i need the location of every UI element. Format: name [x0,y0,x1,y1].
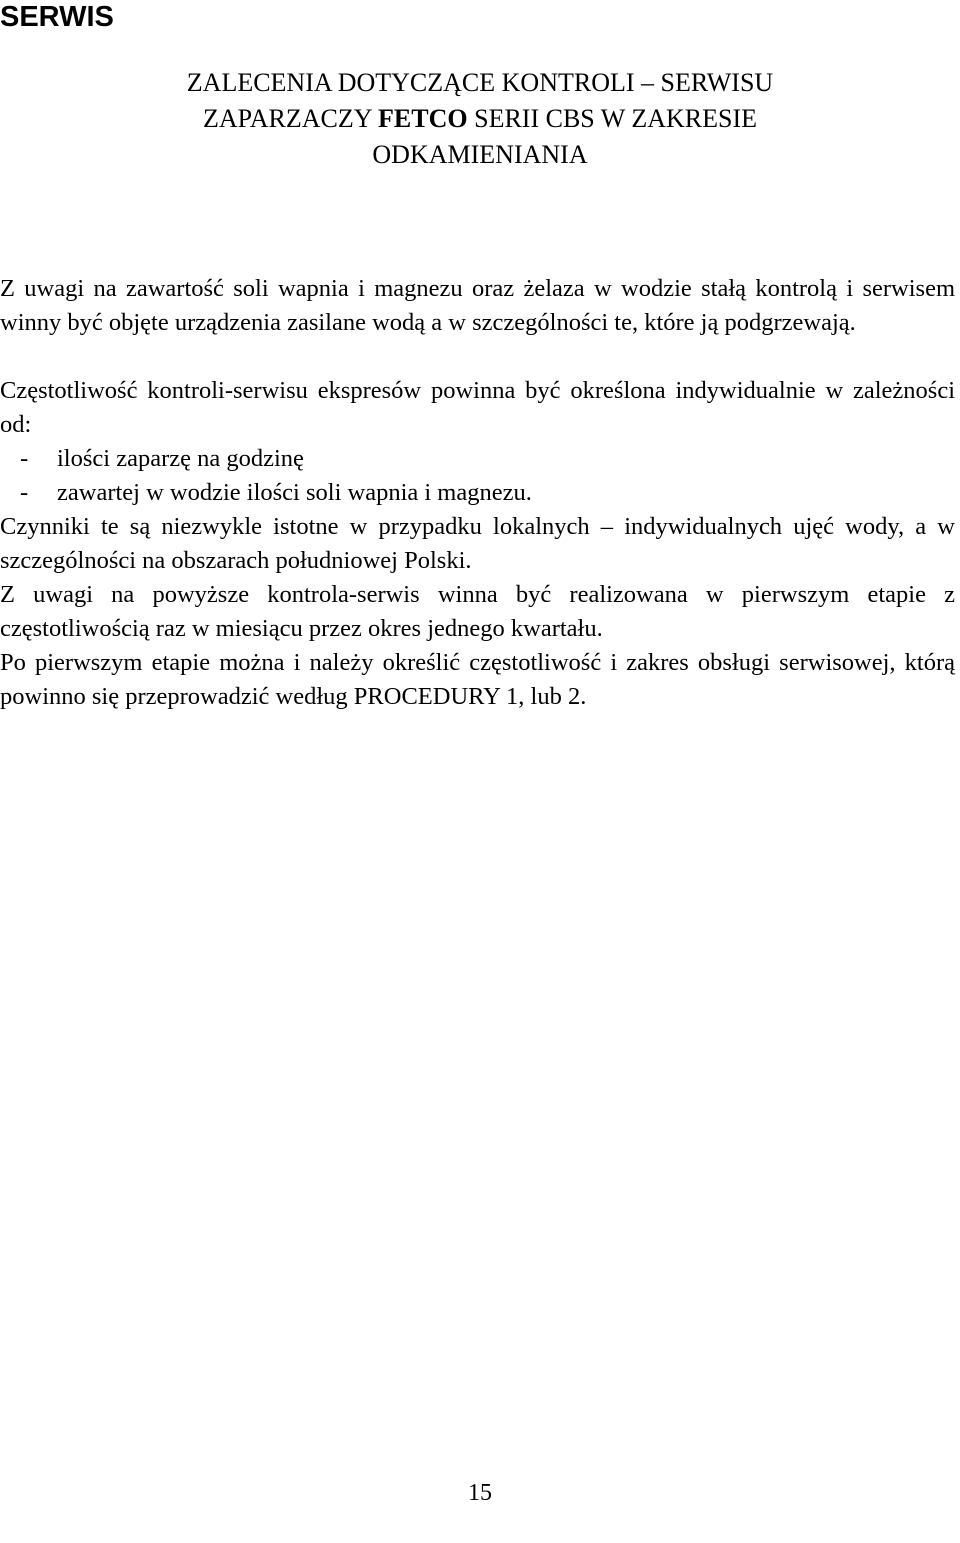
dependency-list [0,442,955,510]
title-line-2-prefix: ZAPARZACZY [202,104,379,133]
list-item [0,442,955,476]
title-line-1: ZALECENIA DOTYCZĄCE KONTROLI – SERWISU [186,68,774,97]
frequency-paragraph: Częstotliwość kontroli-serwisu ekspresów powinna być określona indywidualnie w zależności od: [0,377,955,438]
factors-paragraph: Czynniki te są niezwykle istotne w przypadku lokalnych – indywidualnych ujęć wody, a w szczególności na obszarach południowej Polski. [0,513,955,574]
stage2-paragraph: Po pierwszym etapie można i należy określić częstotliwość i zakres obsługi serwisowej, którą powinno się przeprowadzić według PROCEDURY 1, lub 2. [0,649,955,710]
brand-name: FETCO [378,104,468,133]
title-line-3: ODKAMIENIANIA [372,140,588,169]
page-number: 15 [468,1480,492,1506]
stage1-paragraph: Z uwagi na powyższe kontrola-serwis winna być realizowana w pierwszym etapie z częstotliwością raz w miesiącu przez okres jednego kwartału. [0,581,955,642]
title-line-2-suffix: SERII CBS W ZAKRESIE [467,104,758,133]
list-item [0,476,955,510]
list-dash: - [20,479,29,506]
list-item-text: zawartej w wodzie ilości soli wapnia i magnezu. [57,479,532,506]
list-dash: - [20,445,29,472]
intro-paragraph: Z uwagi na zawartość soli wapnia i magnezu oraz żelaza w wodzie stałą kontrolą i serwisem winny być objęte urządzenia zasilane wodą a w szczególności te, które ją podgrzewają. [0,275,955,336]
page-heading: SERWIS [0,1,114,33]
body-text [0,272,955,714]
document-title [0,65,960,173]
title-line-2 [0,101,960,137]
list-item-text: ilości zaparzę na godzinę [57,445,304,472]
